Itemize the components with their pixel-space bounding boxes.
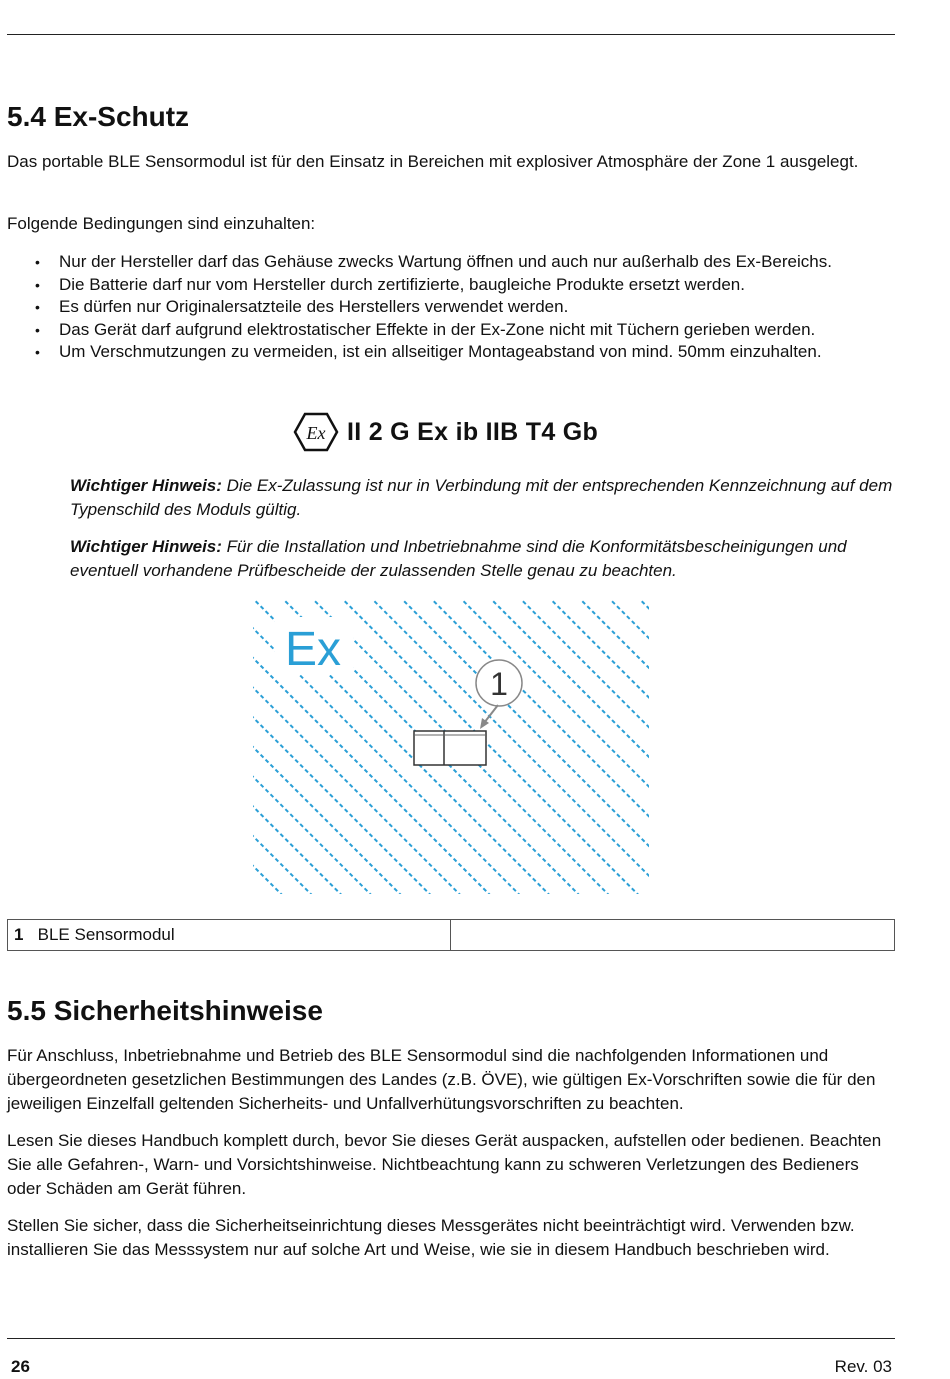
notice-installation (70, 535, 900, 583)
notice-approval (70, 474, 900, 522)
revision-label: Rev. 03 (834, 1357, 892, 1376)
legend-number: 1 (14, 925, 24, 944)
legend-entry (8, 920, 451, 951)
section-title-safety: 5.5 Sicherheitshinweise (7, 995, 323, 1026)
list-item: • Nur der Hersteller darf das Gehäuse zwecks Wartung öffnen und auch nur außerhalb des Ex-Bereichs. (7, 251, 897, 274)
table-row (8, 920, 895, 951)
figure-legend-table (7, 919, 895, 951)
ex-zone-label: Ex (285, 623, 342, 676)
list-item: • Die Batterie darf nur vom Hersteller durch zertifizierte, baugleiche Produkte ersetzt werden. (7, 274, 897, 297)
ex-hexagon-icon (293, 412, 339, 452)
header-rule (7, 34, 895, 35)
notice-label: Wichtiger Hinweis: (70, 537, 222, 556)
ex-symbol-text: Ex (306, 423, 326, 443)
safety-paragraph: Lesen Sie dieses Handbuch komplett durch, bevor Sie dieses Gerät auspacken, aufstellen oder bedienen. Beachten Sie alle Gefahren-, Warn- und Vorsichtshinweise. Nichtbeachtung kann zu schweren Verletzungen des Bedieners oder Schäden am Gerät führen. (7, 1131, 882, 1198)
ex-marking-code: II 2 G Ex ib IIB T4 Gb (347, 417, 599, 446)
conditions-lead: Folgende Bedingungen sind einzuhalten: (7, 214, 316, 233)
list-item: • Es dürfen nur Originalersatzteile des Herstellers verwendet werden. (7, 296, 897, 319)
conditions-list (7, 251, 897, 364)
safety-paragraph: Stellen Sie sicher, dass die Sicherheitseinrichtung dieses Messgerätes nicht beeinträchtigt wird. Verwenden bzw. installieren Sie das Messsystem nur auf solche Art und Weise, wie sie in diesem Handbuch beschrieben wird. (7, 1216, 855, 1259)
list-item: • Das Gerät darf aufgrund elektrostatischer Effekte in der Ex-Zone nicht mit Tüchern gerieben werden. (7, 319, 897, 342)
notice-label: Wichtiger Hinweis: (70, 476, 222, 495)
notice-text: Für die Installation und Inbetriebnahme sind die Konformitätsbescheinigungen und eventuell vorhandene Prüfbescheide der zulassenden Stelle genau zu beachten. (70, 537, 847, 580)
notice-text: Die Ex-Zulassung ist nur in Verbindung mit der entsprechenden Kennzeichnung auf dem Typenschild des Moduls gültig. (70, 476, 893, 519)
footer-rule (7, 1338, 895, 1339)
legend-empty-cell (451, 920, 895, 951)
callout-number: 1 (490, 666, 508, 702)
page-number: 26 (11, 1357, 30, 1376)
ex-marking (293, 408, 598, 456)
sensor-module-icon (414, 731, 486, 765)
legend-text: BLE Sensormodul (37, 925, 175, 944)
safety-paragraph: Für Anschluss, Inbetriebnahme und Betrieb des BLE Sensormodul sind die nachfolgenden Informationen und übergeordneten gesetzlichen Bestimmungen des Landes (z.B. ÖVE), wie gültigen Ex-Vorschriften sowie die für den jeweiligen Einzelfall geltenden Sicherheits- und Unfallverhütungsvorschriften zu beachten. (7, 1046, 876, 1113)
intro-paragraph: Das portable BLE Sensormodul ist für den Einsatz in Bereichen mit explosiver Atmosphäre der Zone 1 ausgelegt. (7, 152, 859, 171)
list-item: • Um Verschmutzungen zu vermeiden, ist ein allseitiger Montageabstand von mind. 50mm einzuhalten. (7, 341, 897, 364)
ex-zone-figure (250, 597, 650, 897)
section-title-ex-protection: 5.4 Ex-Schutz (7, 101, 190, 132)
